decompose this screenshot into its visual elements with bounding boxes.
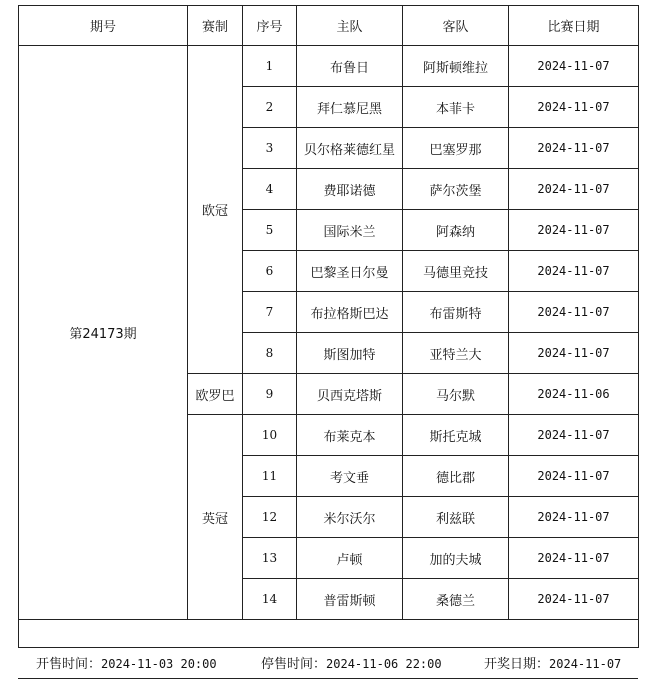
number-cell: 4: [243, 169, 297, 210]
sale-info-footer: [18, 650, 638, 674]
number-cell: 11: [243, 456, 297, 497]
away-team-cell: 桑德兰: [403, 579, 509, 620]
header-competition: 赛制: [188, 6, 243, 46]
header-away-team: 客队: [403, 6, 509, 46]
home-team-cell: 贝西克塔斯: [297, 374, 403, 415]
number-cell: 12: [243, 497, 297, 538]
home-team-cell: 费耶诺德: [297, 169, 403, 210]
sale-stop: [261, 653, 442, 672]
match-date-cell: 2024-11-07: [509, 497, 639, 538]
number-cell: 9: [243, 374, 297, 415]
spacer-row: [19, 620, 639, 648]
match-date-cell: 2024-11-07: [509, 87, 639, 128]
match-date-cell: 2024-11-07: [509, 292, 639, 333]
draw-date-value: 2024-11-07: [549, 656, 622, 671]
home-team-cell: 考文垂: [297, 456, 403, 497]
match-table: [18, 5, 639, 648]
match-body: [19, 46, 639, 648]
match-date-cell: 2024-11-07: [509, 538, 639, 579]
header-row: [19, 6, 639, 46]
competition-cell: 英冠: [188, 415, 243, 620]
home-team-cell: 斯图加特: [297, 333, 403, 374]
header-home-team: 主队: [297, 6, 403, 46]
competition-cell: 欧冠: [188, 46, 243, 374]
away-team-cell: 萨尔茨堡: [403, 169, 509, 210]
home-team-cell: 巴黎圣日尔曼: [297, 251, 403, 292]
home-team-cell: 米尔沃尔: [297, 497, 403, 538]
away-team-cell: 巴塞罗那: [403, 128, 509, 169]
sale-stop-value: 2024-11-06 22:00: [326, 656, 442, 671]
away-team-cell: 斯托克城: [403, 415, 509, 456]
away-team-cell: 布雷斯特: [403, 292, 509, 333]
draw-date-label: 开奖日期：: [484, 656, 550, 672]
header-period: 期号: [19, 6, 188, 46]
match-date-cell: 2024-11-07: [509, 210, 639, 251]
match-date-cell: 2024-11-07: [509, 128, 639, 169]
away-team-cell: 阿斯顿维拉: [403, 46, 509, 87]
match-date-cell: 2024-11-07: [509, 579, 639, 620]
number-cell: 10: [243, 415, 297, 456]
period-cell: 第24173期: [19, 46, 188, 620]
sale-start-label: 开售时间：: [36, 656, 102, 672]
number-cell: 1: [243, 46, 297, 87]
match-date-cell: 2024-11-07: [509, 415, 639, 456]
match-row: [19, 46, 639, 87]
sale-start: [36, 653, 217, 672]
header-match-date: 比赛日期: [509, 6, 639, 46]
home-team-cell: 国际米兰: [297, 210, 403, 251]
home-team-cell: 普雷斯顿: [297, 579, 403, 620]
number-cell: 5: [243, 210, 297, 251]
match-date-cell: 2024-11-07: [509, 46, 639, 87]
away-team-cell: 利兹联: [403, 497, 509, 538]
away-team-cell: 加的夫城: [403, 538, 509, 579]
away-team-cell: 马德里竞技: [403, 251, 509, 292]
home-team-cell: 贝尔格莱德红星: [297, 128, 403, 169]
home-team-cell: 布拉格斯巴达: [297, 292, 403, 333]
draw-date: [484, 653, 621, 672]
match-date-cell: 2024-11-07: [509, 251, 639, 292]
home-team-cell: 布鲁日: [297, 46, 403, 87]
home-team-cell: 拜仁慕尼黑: [297, 87, 403, 128]
away-team-cell: 本菲卡: [403, 87, 509, 128]
match-date-cell: 2024-11-07: [509, 333, 639, 374]
match-date-cell: 2024-11-07: [509, 169, 639, 210]
competition-cell: 欧罗巴: [188, 374, 243, 415]
sale-start-value: 2024-11-03 20:00: [101, 656, 217, 671]
match-date-cell: 2024-11-07: [509, 456, 639, 497]
match-date-cell: 2024-11-06: [509, 374, 639, 415]
bottom-border: [18, 678, 638, 679]
number-cell: 14: [243, 579, 297, 620]
number-cell: 6: [243, 251, 297, 292]
number-cell: 7: [243, 292, 297, 333]
away-team-cell: 亚特兰大: [403, 333, 509, 374]
header-number: 序号: [243, 6, 297, 46]
home-team-cell: 布莱克本: [297, 415, 403, 456]
spacer-cell: [19, 620, 639, 648]
number-cell: 3: [243, 128, 297, 169]
number-cell: 8: [243, 333, 297, 374]
number-cell: 13: [243, 538, 297, 579]
away-team-cell: 德比郡: [403, 456, 509, 497]
away-team-cell: 阿森纳: [403, 210, 509, 251]
home-team-cell: 卢顿: [297, 538, 403, 579]
sale-stop-label: 停售时间：: [261, 656, 327, 672]
away-team-cell: 马尔默: [403, 374, 509, 415]
number-cell: 2: [243, 87, 297, 128]
